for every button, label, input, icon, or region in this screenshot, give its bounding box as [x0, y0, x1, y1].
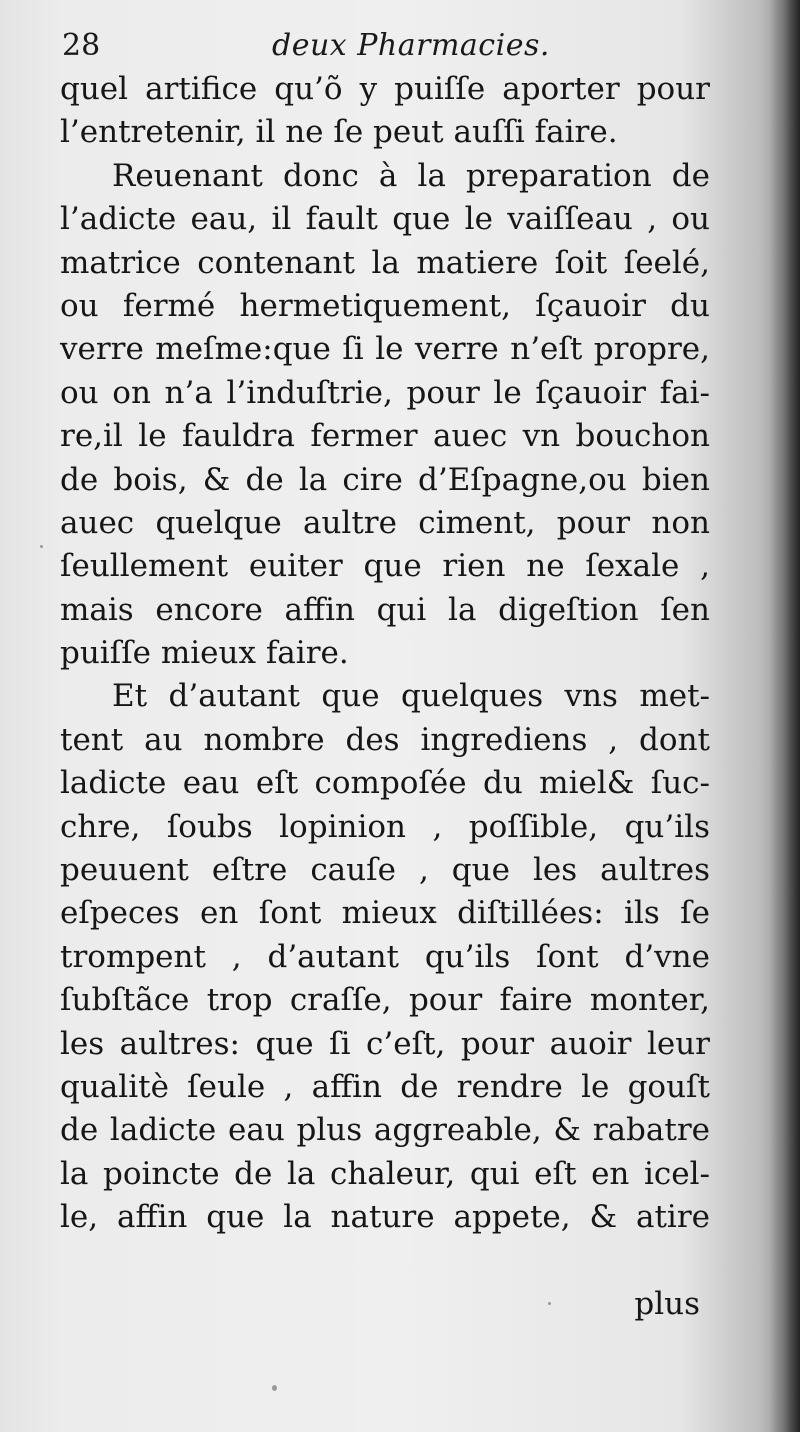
text-line: peuuent eſtre cauſe , que les aultres	[60, 852, 710, 889]
text-line: Et d’autant que quelques vns met-	[112, 678, 710, 715]
paper-speck	[40, 545, 43, 548]
text-line: quel artifice qu’õ y puiſſe aporter pour	[60, 71, 710, 107]
text-line: ou fermé hermetiquement, ſçauoir du	[60, 287, 710, 324]
page-number: 28	[62, 28, 101, 63]
text-line: chre, ſoubs lopinion , poſſible, qu’ils	[60, 808, 710, 845]
paper-speck	[548, 1302, 551, 1305]
text-line: tent au nombre des ingrediens , dont	[60, 721, 710, 758]
text-line: l’entretenir, il ne ſe peut auſſi faire.	[60, 114, 618, 151]
text-line: ſeullement euiter que rien ne ſexale ,	[60, 548, 710, 585]
text-line: eſpeces en ſont mieux diſtillées: ils ſe	[60, 895, 710, 932]
text-line: matrice contenant la matiere ſoit ſeelé,	[60, 244, 710, 281]
text-line: ou on n’a l’induſtrie, pour le ſçauoir fai-	[60, 374, 710, 411]
text-line: de ladicte eau plus aggreable, & rabatre	[60, 1112, 710, 1149]
text-line: verre meſme:que ſi le verre n’eſt propre,	[60, 331, 710, 368]
text-line: puiſſe mieux faire.	[60, 635, 349, 672]
paper-speck	[272, 1385, 277, 1391]
catchword: plus	[634, 1286, 700, 1322]
text-line: re,il le fauldra fermer auec vn bouchon	[60, 418, 710, 455]
body-text	[60, 68, 710, 1240]
text-line: les aultres: que ſi c’eſt, pour auoir leur	[60, 1025, 710, 1062]
text-line: ladicte eau eſt compoſée du miel& ſuc-	[60, 765, 710, 802]
page-header	[60, 24, 710, 74]
text-line: auec quelque aultre ciment, pour non	[60, 504, 710, 541]
text-line: mais encore affin qui la digeſtion ſen	[60, 591, 710, 628]
text-line: de bois, & de la cire d’Eſpagne,ou bien	[60, 461, 710, 498]
text-line: qualitè ſeule , affin de rendre le gouſt	[60, 1068, 710, 1105]
text-line: ſubſtãce trop craſſe, pour faire monter,	[60, 982, 710, 1019]
running-head: deux Pharmacies.	[272, 28, 550, 63]
text-line: la poincte de la chaleur, qui eſt en icel-	[60, 1155, 710, 1192]
text-line: trompent , d’autant qu’ils ſont d’vne	[60, 938, 710, 975]
page-gutter-shadow	[770, 0, 800, 1432]
text-line: Reuenant donc à la preparation de	[112, 157, 710, 194]
text-line: l’adicte eau, il fault que le vaiſſeau , ou	[60, 201, 710, 238]
text-line: le, affin que la nature appete, & atire	[60, 1199, 710, 1236]
